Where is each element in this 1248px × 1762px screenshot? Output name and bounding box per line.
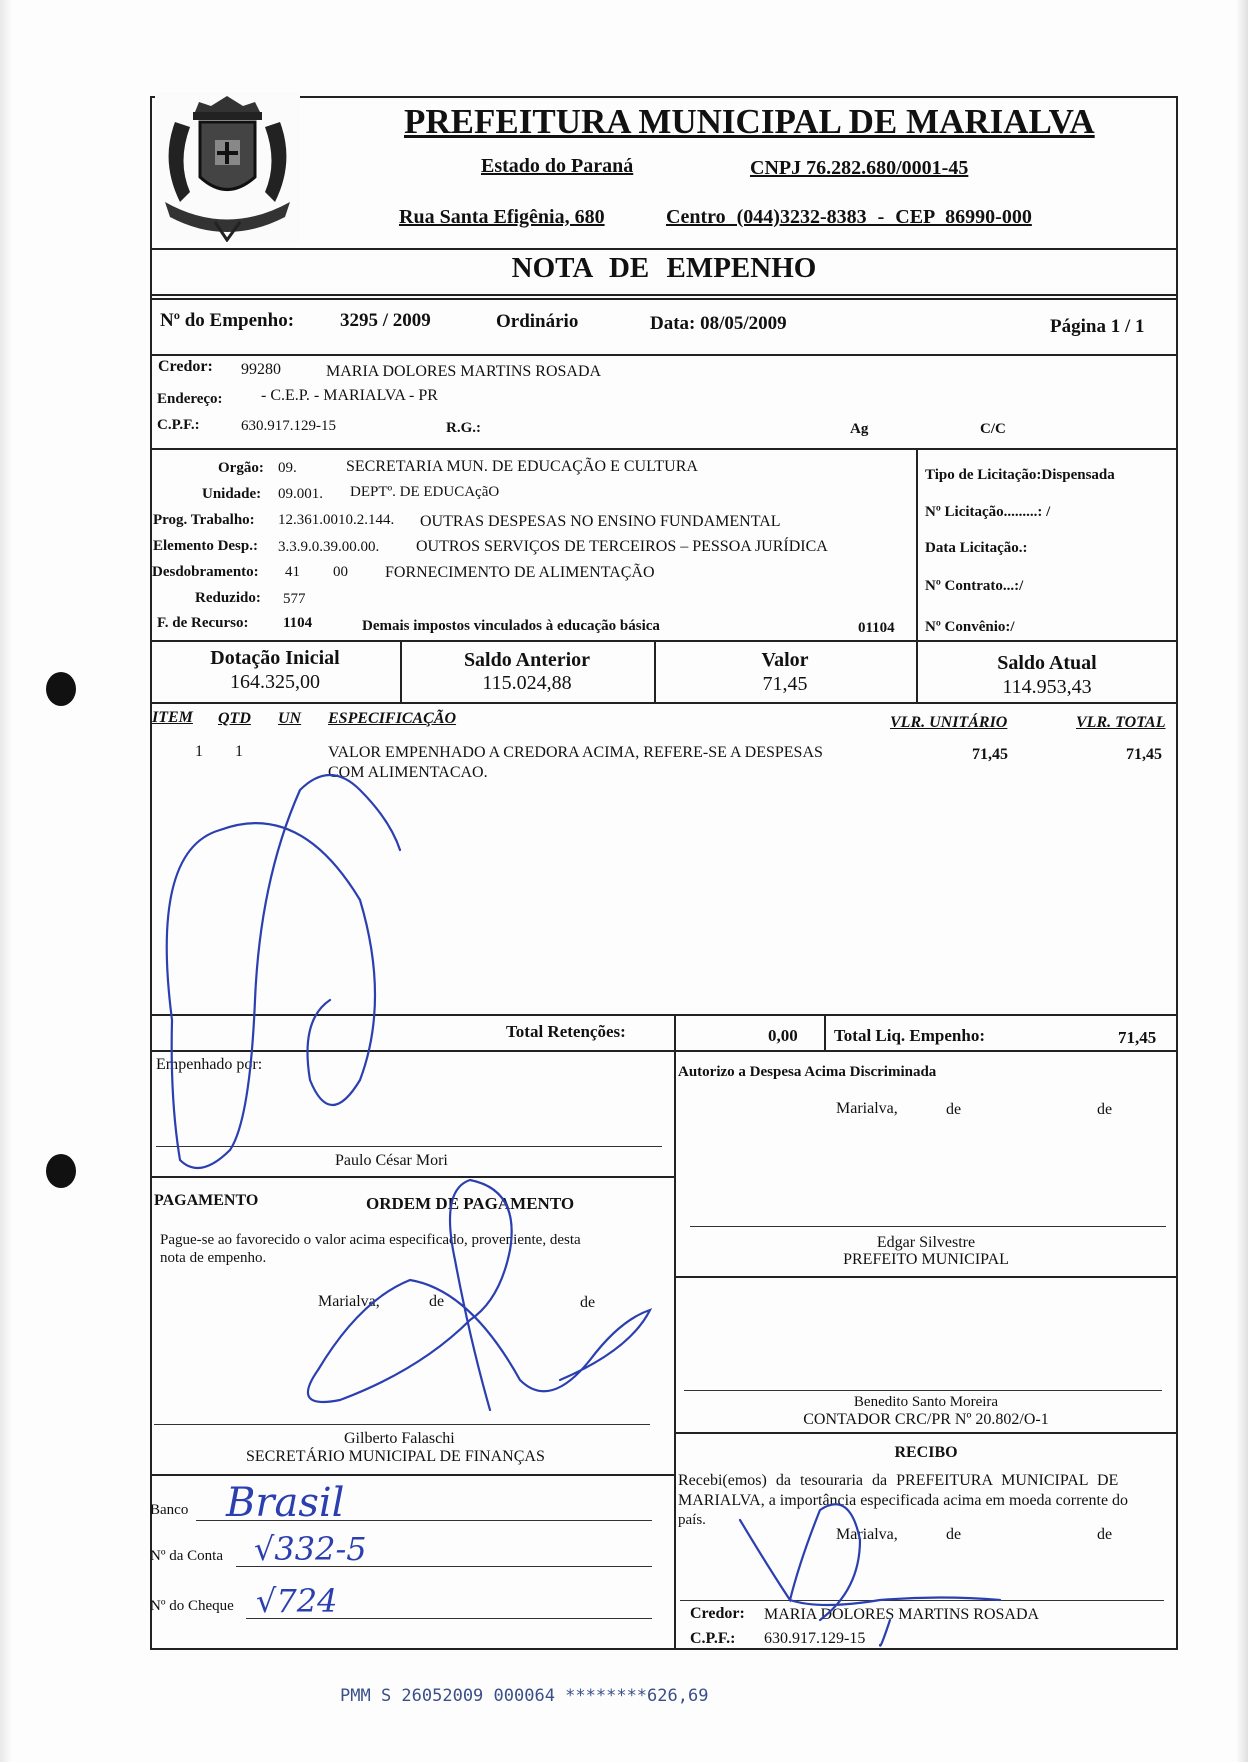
orgao-code: 09. [278, 460, 297, 476]
total-liq-label: Total Liq. Empenho: [834, 1026, 985, 1045]
desdobramento-code2: 00 [333, 564, 348, 580]
dotacao-inicial-label: Dotação Inicial [210, 647, 340, 669]
secretario-role: SECRETÁRIO MUNICIPAL DE FINANÇAS [246, 1448, 545, 1465]
cpf-label: C.P.F.: [157, 417, 200, 433]
item-vlr-unit: 71,45 [972, 746, 1008, 763]
recibo-city: Marialva, [836, 1526, 898, 1543]
dotacao-inicial-value: 164.325,00 [230, 671, 320, 693]
total-retencoes-label: Total Retenções: [506, 1022, 626, 1041]
endereco-label: Endereço: [157, 391, 223, 407]
saldo-atual-value: 114.953,43 [1002, 676, 1092, 698]
pagamento-text1: Pague-se ao favorecido o valor acima especificado, proveniente, desta [160, 1232, 581, 1248]
cpf-value: 630.917.129-15 [241, 418, 336, 434]
col-qtd: QTD [218, 710, 251, 727]
prog-name: OUTRAS DESPESAS NO ENSINO FUNDAMENTAL [420, 513, 781, 530]
empenhado-name: Paulo César Mori [335, 1152, 448, 1169]
header-cnpj: CNPJ 76.282.680/0001-45 [750, 157, 969, 179]
tipo-licitacao: Tipo de Licitação:Dispensada [925, 467, 1115, 483]
pagamento-de1: de [429, 1293, 445, 1310]
signature-empenho [167, 775, 400, 1168]
ag-label: Ag [850, 421, 869, 437]
unidade-label: Unidade: [202, 486, 262, 502]
pagamento-label: PAGAMENTO [154, 1192, 259, 1209]
signature-pagamento [308, 1180, 650, 1410]
prefeito-name: Edgar Silvestre [876, 1234, 976, 1251]
empenho-number: 3295 / 2009 [340, 310, 431, 331]
header-contact: Centro (044)3232-8383 - CEP 86990-000 [666, 206, 1032, 228]
contador-name: Benedito Santo Moreira [853, 1394, 999, 1410]
cheque-label: Nº do Cheque [150, 1598, 234, 1614]
col-item: ITEM [152, 709, 193, 726]
prog-code: 12.361.0010.2.144. [278, 512, 395, 528]
autorizo-de1: de [946, 1101, 962, 1118]
empenhado-label: Empenhado por: [156, 1056, 263, 1073]
cheque-value: √724 [256, 1582, 338, 1620]
recibo-line2: MARIALVA, a importância especificada acima em moeda corrente do [678, 1492, 1129, 1509]
numero-licitacao: Nº Licitação.........: / [925, 504, 1051, 520]
numero-contrato: Nº Contrato...:/ [925, 578, 1024, 594]
recurso-label: F. de Recurso: [157, 615, 249, 631]
cc-label: C/C [980, 421, 1006, 437]
header-title: PREFEITURA MUNICIPAL DE MARIALVA [404, 102, 1095, 141]
recurso-name: Demais impostos vinculados à educação básica [362, 618, 660, 634]
valor-label: Valor [761, 649, 809, 671]
autorizo-label: Autorizo a Despesa Acima Discriminada [678, 1064, 937, 1080]
recibo-de1: de [946, 1526, 962, 1543]
empenho-type: Ordinário [496, 311, 579, 332]
saldo-anterior-value: 115.024,88 [482, 672, 572, 694]
total-retencoes-value: 0,00 [768, 1026, 798, 1045]
desdobramento-name: FORNECIMENTO DE ALIMENTAÇÃO [385, 564, 655, 581]
autorizo-city: Marialva, [836, 1100, 898, 1117]
recibo-credor-label: Credor: [690, 1605, 745, 1622]
empenho-label: Nº do Empenho: [160, 310, 295, 331]
col-un: UN [278, 710, 302, 727]
orgao-label: Orgão: [218, 460, 264, 476]
page-number: Página 1 / 1 [1050, 316, 1145, 337]
reduzido-label: Reduzido: [195, 590, 261, 606]
item-spec-line1: VALOR EMPENHADO A CREDORA ACIMA, REFERE-SE A DESPESAS [328, 744, 823, 761]
elemento-name: OUTROS SERVIÇOS DE TERCEIROS – PESSOA JURÍDICA [416, 538, 828, 555]
unidade-name: DEPTº. DE EDUCAçãO [350, 484, 500, 500]
recibo-de2: de [1097, 1526, 1113, 1543]
unidade-code: 09.001. [278, 486, 323, 502]
recibo-cpf-label: C.P.F.: [690, 1630, 736, 1647]
pagamento-text2: nota de empenho. [160, 1250, 267, 1266]
item-spec-line2: COM ALIMENTACAO. [328, 764, 488, 781]
recurso-code: 1104 [283, 615, 313, 631]
endereco-value: - C.E.P. - MARIALVA - PR [261, 387, 438, 404]
doc-title: NOTA DE EMPENHO [511, 252, 817, 284]
col-especificacao: ESPECIFICAÇÃO [328, 710, 457, 727]
signature-recibo [740, 1504, 1000, 1620]
valor-value: 71,45 [762, 673, 808, 695]
recibo-cpf-value: 630.917.129-15 [764, 1630, 866, 1647]
banco-value: Brasil [226, 1480, 345, 1526]
conta-value: √332-5 [254, 1530, 367, 1568]
credor-label: Credor: [158, 358, 213, 375]
autorizo-de2: de [1097, 1101, 1113, 1118]
item-vlr-total: 71,45 [1126, 746, 1162, 763]
secretario-name: Gilberto Falaschi [344, 1430, 455, 1447]
elemento-label: Elemento Desp.: [153, 538, 258, 554]
contador-role: CONTADOR CRC/PR Nº 20.802/O-1 [803, 1411, 1049, 1428]
recibo-title: RECIBO [894, 1444, 958, 1461]
item-qtd: 1 [235, 743, 243, 760]
header-state: Estado do Paraná [481, 155, 634, 177]
prog-label: Prog. Trabalho: [153, 512, 255, 528]
pagamento-city: Marialva, [318, 1293, 380, 1310]
signature-recibo-tail [880, 1620, 890, 1646]
col-vlr-total: VLR. TOTAL [1076, 714, 1166, 731]
banco-label: Banco [150, 1502, 189, 1518]
recurso-code2: 01104 [858, 620, 895, 636]
total-liq-value: 71,45 [1118, 1028, 1157, 1047]
desdobramento-code1: 41 [285, 564, 300, 580]
credor-name: MARIA DOLORES MARTINS ROSADA [326, 363, 602, 380]
data-licitacao: Data Licitação.: [925, 540, 1028, 556]
conta-label: Nº da Conta [150, 1548, 223, 1564]
header-address: Rua Santa Efigênia, 680 [399, 206, 605, 228]
recibo-credor-value: MARIA DOLORES MARTINS ROSADA [764, 1606, 1040, 1623]
empenho-date: Data: 08/05/2009 [650, 313, 787, 334]
desdobramento-label: Desdobramento: [152, 564, 259, 580]
pagamento-de2: de [580, 1294, 596, 1311]
bottom-stamp: PMM S 26052009 000064 ********626,69 [340, 1686, 709, 1706]
saldo-atual-label: Saldo Atual [997, 652, 1097, 674]
elemento-code: 3.3.9.0.39.00.00. [278, 539, 380, 555]
prefeito-role: PREFEITO MUNICIPAL [843, 1251, 1009, 1268]
col-vlr-unitario: VLR. UNITÁRIO [890, 714, 1008, 731]
item-number: 1 [195, 743, 203, 760]
orgao-name: SECRETARIA MUN. DE EDUCAÇÃO E CULTURA [346, 458, 698, 475]
rg-label: R.G.: [446, 420, 481, 436]
credor-code: 99280 [241, 361, 281, 378]
recibo-line3: país. [678, 1512, 706, 1528]
reduzido-code: 577 [283, 591, 306, 607]
saldo-anterior-label: Saldo Anterior [463, 649, 591, 671]
recibo-line1: Recebi(emos) da tesouraria da PREFEITURA MUNICIPAL DE [678, 1472, 1119, 1489]
numero-convenio: Nº Convênio:/ [925, 619, 1015, 635]
ordem-pagamento: ORDEM DE PAGAMENTO [366, 1194, 575, 1213]
